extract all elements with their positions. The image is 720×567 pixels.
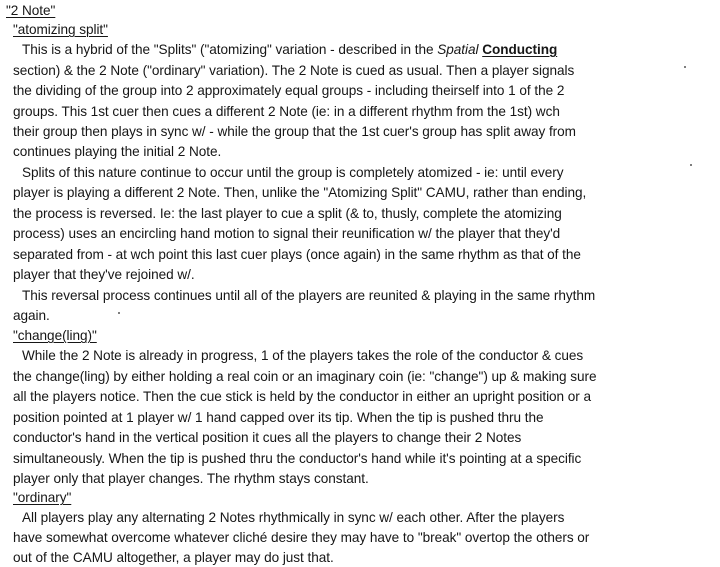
paragraph-line: all the players notice. Then the cue stick is held by the conductor in either an upright position or a xyxy=(13,389,592,404)
scan-speck xyxy=(690,164,692,166)
paragraph-line: out of the CAMU altogether, a player may do just that. xyxy=(13,550,334,565)
paragraph-line: While the 2 Note is already in progress, 1 of the players takes the role of the conductor & cues xyxy=(22,348,584,363)
paragraph-line: All players play any alternating 2 Notes rhythmically in sync w/ each other. After the players xyxy=(22,510,565,525)
paragraph-line: have somewhat overcome whatever cliché desire they may have to "break" overtop the others or xyxy=(13,530,590,545)
scan-speck xyxy=(684,66,686,68)
scan-speck xyxy=(118,312,120,314)
paragraph-line: again. xyxy=(13,308,50,323)
paragraph-line: conductor's hand in the vertical position it cues all the players to change their 2 Notes xyxy=(13,430,522,445)
paragraph-line: player is playing a different 2 Note. Then, unlike the "Atomizing Split" CAMU, rather than ending, xyxy=(13,185,587,200)
paragraph-line: the change(ling) by either holding a real coin or an imaginary coin (ie: "change") up & making sure xyxy=(13,369,597,384)
section-heading-changeling: "change(ling)" xyxy=(13,328,97,343)
document-title: "2 Note" xyxy=(6,3,56,18)
paragraph-line: player only that player changes. The rhythm stays constant. xyxy=(13,471,369,486)
paragraph-line: simultaneously. When the tip is pushed thru the conductor's hand while it's pointing at a specific xyxy=(13,451,582,466)
paragraph-line: continues playing the initial 2 Note. xyxy=(13,144,222,159)
paragraph-line: player that they've rejoined w/. xyxy=(13,267,195,282)
paragraph-line: the dividing of the group into 2 approximately equal groups - including theirself into 1 of the 2 xyxy=(13,83,565,98)
paragraph-line: Splits of this nature continue to occur until the group is completely atomized - ie: until every xyxy=(22,165,564,180)
paragraph-line: separated from - at wch point this last cuer plays (once again) in the same rhythm as that of the xyxy=(13,247,581,262)
paragraph-line: position pointed at 1 player w/ 1 hand capped over its tip. When the tip is pushed thru the xyxy=(13,410,544,425)
paragraph-line: This reversal process continues until all of the players are reunited & playing in the same rhythm xyxy=(22,288,596,303)
section-heading-atomizing-split: "atomizing split" xyxy=(13,22,108,37)
paragraph-line: process) uses an encircling hand motion to signal their reunification w/ the player that they'd xyxy=(13,226,561,241)
paragraph-line: This is a hybrid of the "Splits" ("atomizing" variation - described in the Spatial Conducting xyxy=(22,42,558,57)
paragraph-line: their group then plays in sync w/ - while the group that the 1st cuer's group has split away from xyxy=(13,124,576,139)
paragraph-line: the process is reversed. Ie: the last player to cue a split (& to, thusly, complete the atomizing xyxy=(13,206,562,221)
section-heading-ordinary: "ordinary" xyxy=(13,490,72,505)
paragraph-line: groups. This 1st cuer then cues a different 2 Note (ie: in a different rhythm from the 1st) wch xyxy=(13,104,560,119)
paragraph-line: section) & the 2 Note ("ordinary" variation). The 2 Note is cued as usual. Then a player signals xyxy=(13,63,575,78)
